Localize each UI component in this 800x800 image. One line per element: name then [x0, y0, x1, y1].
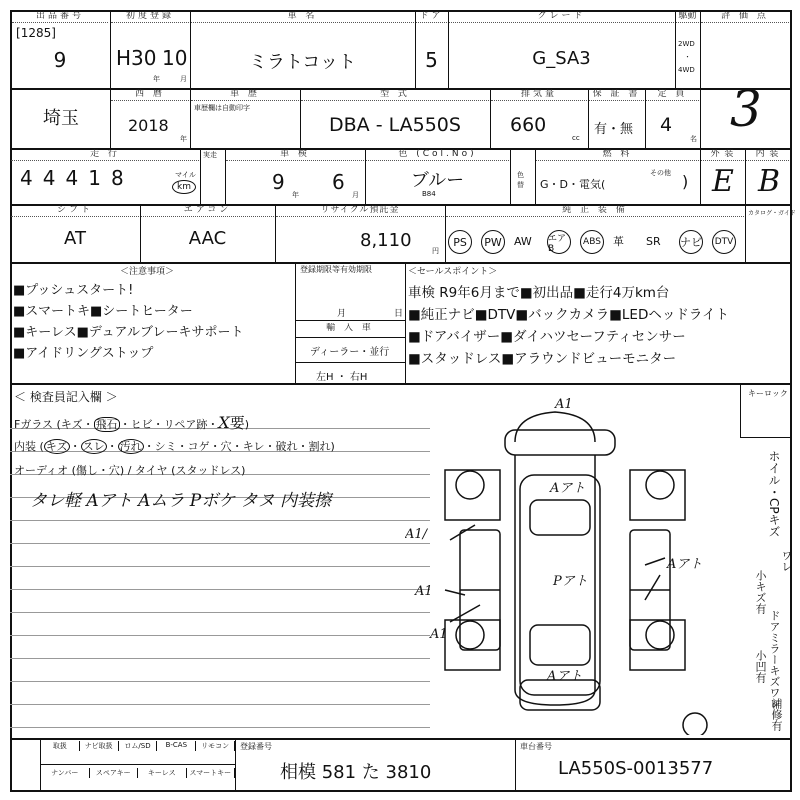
displacement: 660	[510, 114, 547, 136]
fglass-x: X	[218, 413, 230, 432]
plate: 相模 581 た 3810	[280, 762, 432, 783]
lot-label: 出品番号	[12, 11, 108, 23]
inspection-month: 6	[332, 170, 345, 194]
equipment-list	[444, 230, 744, 254]
mileage-digit: 1	[88, 166, 101, 190]
footer-label: ナビ取扱	[80, 741, 119, 751]
lot-number-wrap: [1285]	[16, 26, 56, 40]
mileage-digit: 4	[20, 166, 33, 190]
person-unit: 名	[690, 135, 697, 143]
shift: AT	[64, 228, 86, 249]
reg-deadline-label: 登録期限等有効期限	[300, 265, 372, 274]
exterior: E	[712, 164, 734, 199]
equipment-item: ナビ	[679, 230, 703, 254]
spare-wheel	[683, 713, 707, 735]
car-name-label: 車 名	[191, 11, 414, 23]
equipment-item: ABS	[580, 230, 604, 254]
key-lock-label: キーロック	[748, 389, 788, 398]
interior-label: 内 装	[746, 149, 789, 161]
wheel	[456, 471, 484, 499]
footer-label: ナンバー	[41, 768, 90, 778]
drive-2wd: 2WD	[678, 40, 695, 48]
equipment-item: DTV	[712, 230, 736, 254]
cc-unit: cc	[572, 134, 580, 142]
mark-roof: Pアト	[553, 574, 588, 589]
mileage-digit: 4	[65, 166, 79, 190]
inspection-month-unit: 月	[352, 191, 359, 199]
fuel-other: その他	[650, 169, 671, 177]
interior-circled: 汚れ	[119, 440, 142, 453]
inspection-label: 車 検	[226, 149, 364, 161]
fglass-req: 要	[229, 414, 245, 432]
displacement-label: 排気量	[491, 89, 587, 101]
interior-suffix: ・シミ・コゲ・穴・キレ・破れ・割れ)	[143, 440, 335, 453]
mileage-digits	[20, 166, 170, 190]
caution-list	[13, 280, 244, 364]
footer-label: B-CAS	[157, 741, 196, 751]
wheel	[646, 471, 674, 499]
caution-item: ■アイドリングストップ	[13, 346, 154, 361]
interior: B	[758, 164, 781, 199]
caution-label: ＜注意事項＞	[120, 267, 175, 277]
import-label: 輸 入 車	[326, 323, 374, 333]
chassis: LA550S-0013577	[558, 758, 714, 779]
insurance: 有・無	[594, 122, 634, 137]
year: 2018	[128, 116, 169, 135]
grade-label: グレード	[449, 11, 674, 23]
caution-item: ■スマートキ■シートヒーター	[13, 304, 193, 319]
capacity-label: 定 員	[646, 89, 699, 101]
side-note: 補修有	[770, 698, 783, 731]
sales-item: 車検 R9年6月まで■初出品■走行4万km台	[408, 285, 670, 301]
region: 埼玉	[43, 108, 79, 129]
footer-label: リモコン	[196, 741, 235, 751]
equipment-label: 純 正 装 備	[446, 205, 744, 217]
car-name: ミラトコット	[249, 52, 356, 73]
fglass-close: )	[244, 418, 250, 431]
first-reg-month-unit: 月	[180, 75, 187, 83]
model-label: 型 式	[301, 89, 489, 101]
side-text-2: ワレ	[780, 550, 793, 572]
mark-rear: A1	[555, 397, 573, 412]
mileage-digit: 4	[42, 166, 56, 190]
footer-labels-bottom	[41, 768, 235, 778]
windshield	[530, 625, 590, 665]
color-change-label: 色替	[517, 171, 524, 189]
color-label: 色 (Col.No)	[366, 149, 509, 161]
meter-label: 実走	[203, 151, 217, 159]
equipment-item: PW	[481, 230, 505, 254]
drive-label: 駆動	[676, 11, 699, 23]
deadline-day: 日	[394, 309, 404, 319]
inspector-lines	[10, 406, 430, 728]
side-note: ドアミラーキズワレ	[768, 610, 781, 709]
equipment-item: SR	[646, 235, 661, 248]
doors: 5	[425, 48, 438, 72]
inspection-year-unit: 年	[292, 191, 299, 199]
interior-line: 内装 ( キズ ・ スレ ・ 汚れ ・シミ・コゲ・穴・キレ・破れ・割れ)	[14, 440, 335, 453]
year-unit: 年	[180, 135, 187, 143]
recycle-label: リサイクル預託金	[276, 205, 444, 217]
fglass-suffix: ・ヒビ・リペア跡・	[119, 418, 219, 431]
mark-left-mid: A1	[415, 584, 433, 599]
fuel-close: )	[682, 172, 689, 191]
chassis-label: 車台番号	[520, 742, 552, 751]
interior-circled: キズ	[45, 440, 68, 453]
mileage-digit: 8	[110, 166, 124, 190]
drive-dot: ・	[684, 53, 691, 61]
lot-sub: 9	[53, 48, 67, 72]
first-reg-label: 初度登録	[111, 11, 189, 23]
grade: G_SA3	[532, 48, 591, 69]
fuel: G・D・電気(	[540, 178, 606, 191]
footer-label: ロム/SD	[119, 741, 158, 751]
mileage-unit-top: マイル	[175, 171, 196, 179]
shift-label: シフト	[11, 205, 139, 217]
side-text: ホイル・CPキズ	[767, 450, 781, 538]
caution-item: ■プッシュスタート!	[13, 283, 134, 298]
equipment-item: エアB	[547, 230, 571, 254]
equipment-item: PS	[448, 230, 472, 254]
sales-item: ■純正ナビ■DTV■バックカメラ■LEDヘッドライト	[408, 307, 729, 323]
sales-item: ■ドアバイザー■ダイハツセーフティセンサー	[408, 329, 686, 345]
color: ブルー	[410, 170, 465, 191]
yen-unit: 円	[432, 247, 439, 255]
ac-label: エアコン	[141, 205, 274, 217]
mark-trunk: Aアト	[550, 481, 586, 496]
fglass-line	[14, 412, 249, 433]
first-reg-month: 10	[162, 46, 188, 70]
insurance-label: 保 証 書	[589, 89, 644, 101]
interior-circled: スレ	[82, 440, 105, 453]
door-label: ドア	[416, 11, 447, 23]
equipment-item: AW	[514, 235, 532, 248]
score: 3	[730, 80, 762, 138]
audio-tire-line: オーディオ (傷し・穴) / タイヤ (スタッドレス)	[14, 464, 246, 477]
inspector-title: ＜ 検査員記入欄 ＞	[14, 390, 118, 404]
footer-label: スマートキー	[187, 768, 236, 778]
fglass-prefix: Fガラス (キズ・	[14, 418, 94, 431]
inspection-year: 9	[272, 170, 285, 194]
sales-list	[408, 282, 729, 370]
footer-label: スペアキー	[90, 768, 139, 778]
score-label: 評 価 点	[701, 11, 789, 23]
mark-hood: Aアト	[547, 669, 583, 684]
equipment-item: 革	[613, 235, 624, 248]
plate-reg-label: 車 歴	[191, 89, 299, 101]
rear-bumper	[505, 430, 615, 455]
drive-4wd: 4WD	[678, 66, 695, 74]
footer-label: 取扱	[41, 741, 80, 751]
mark-left-rear: A1/	[405, 527, 428, 542]
ac: AAC	[188, 228, 227, 249]
deadline-month: 月	[337, 309, 347, 319]
side-note: 小凹有	[754, 650, 767, 683]
mark-left-front: A1	[430, 627, 448, 642]
plate-label: 登録番号	[240, 742, 272, 751]
recycle: 8,110	[360, 230, 412, 251]
first-reg-era: H30	[116, 46, 157, 70]
interior-prefix: 内装 (	[14, 440, 44, 453]
plate-reg-note: 車歴欄は自動印字	[194, 104, 250, 112]
mark-right-door: Aアト	[667, 557, 703, 572]
inspector-handwritten: タレ軽 Aアト Aムラ Pボケ タヌ 内装擦	[30, 491, 332, 511]
capacity: 4	[660, 114, 673, 136]
exterior-label: 外 装	[701, 149, 744, 161]
footer-label: キーレス	[138, 768, 187, 778]
car-diagram	[405, 390, 715, 735]
handle-side: 左H ・ 右H	[316, 372, 368, 383]
mileage-label: 走 行	[11, 149, 199, 161]
color-code: B84	[422, 190, 436, 198]
first-reg-year-unit: 年	[153, 75, 160, 83]
dealer-parallel: ディーラー・並行	[310, 347, 390, 358]
fglass-circled: 飛石	[95, 418, 118, 431]
model: DBA - LA550S	[329, 114, 461, 136]
lot-number: 1285	[20, 26, 52, 40]
fuel-label: 燃 料	[536, 149, 699, 161]
caution-item: ■キーレス■デュアルブレーキサポート	[13, 325, 244, 340]
mileage-unit: km	[172, 180, 196, 194]
footer-labels-top	[41, 741, 235, 751]
kit-label: カタログ・ガイド	[748, 210, 796, 217]
auction-sheet	[10, 10, 796, 792]
car-outline	[515, 412, 595, 442]
sales-label: ＜セールスポイント＞	[408, 267, 498, 277]
rear-window	[530, 500, 590, 535]
side-note: 小キズ有	[754, 570, 767, 614]
year-label: 西 暦	[111, 89, 189, 101]
sales-item: ■スタッドレス■アラウンドビューモニター	[408, 351, 677, 367]
